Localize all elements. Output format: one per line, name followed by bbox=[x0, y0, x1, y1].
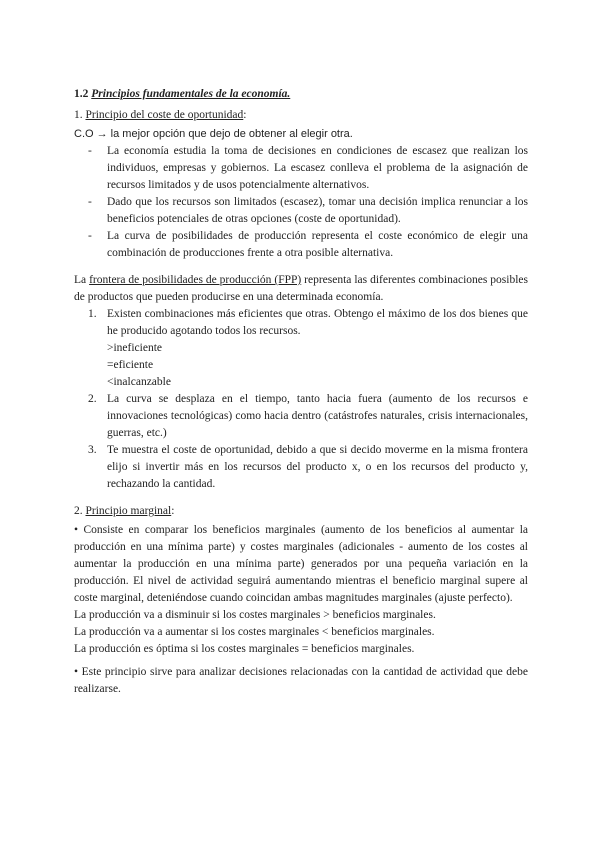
principle2-heading bbox=[74, 503, 528, 520]
fpp-term: frontera de posibilidades de producción (FPP) bbox=[89, 274, 302, 286]
fpp-item bbox=[74, 442, 528, 493]
bullet-item: - La economía estudia la toma de decisiones en condiciones de escasez que realizan los individuos, empresas y gobiernos. La escasez conlleva el problema de la asignación de recursos limitados y de usos potencialmente alternativos. bbox=[74, 143, 528, 194]
fpp-list bbox=[74, 306, 528, 493]
fpp-item bbox=[74, 306, 528, 391]
bullet-item: - Dado que los recursos son limitados (escasez), tomar una decisión implica renunciar a los beneficios potenciales de otras opciones (coste de oportunidad). bbox=[74, 194, 528, 228]
section-heading bbox=[74, 86, 528, 103]
fpp-extra-line: =eficiente bbox=[107, 359, 154, 371]
fpp-extra-line: >ineficiente bbox=[107, 342, 163, 354]
fpp-item-text: Te muestra el coste de oportunidad, debido a que si decido moverme en la misma frontera elijo si invertir más en los recursos del producto x, o en los recursos del producto y, rechazando la cantidad. bbox=[107, 444, 528, 490]
document-page bbox=[74, 86, 528, 698]
marginal-rule-line: La producción es óptima si los costes marginales = beneficios marginales. bbox=[74, 643, 415, 655]
principle1-heading bbox=[74, 107, 528, 124]
fpp-item bbox=[74, 391, 528, 442]
principle1-title: Principio del coste de oportunidad bbox=[85, 109, 244, 121]
fpp-text: representa las diferentes combinaciones posibles de productos que pueden producirse en una determinada economía. bbox=[74, 274, 529, 303]
marginal-rule-line: La producción va a disminuir si los costes marginales > beneficios marginales. bbox=[74, 609, 436, 621]
fpp-item-number: 1. bbox=[88, 308, 97, 320]
fpp-item-text: Existen combinaciones más eficientes que otras. Obtengo el máximo de los dos bienes que he producido agotando todos los recursos. bbox=[107, 308, 528, 337]
bullet-item: - La curva de posibilidades de producción representa el coste económico de elegir una combinación de producciones frente a otra posible alternativa. bbox=[74, 228, 528, 262]
fpp-item-text: La curva se desplaza en el tiempo, tanto hacia fuera (aumento de los recursos e innovaciones tecnológicas) como hacia dentro (catástrofes naturales, crisis internacionales, guerras, etc.) bbox=[107, 393, 528, 439]
principle2-prefix: 2. bbox=[74, 505, 86, 517]
principle2-suffix: : bbox=[171, 505, 175, 517]
principle2-paragraph: • Consiste en comparar los beneficios marginales (aumento de los beneficios al aumentar la producción en una mínima parte) y costes marginales (adicionales - aumento de los costes al aumentar la producción en una mínima parte) generados por una pequeña variación en la producción. El nivel de actividad seguirá aumentando mientras el beneficio marginal supere al coste marginal, deteniéndose cuando coincidan ambas magnitudes marginales (ajuste perfecto). bbox=[74, 524, 528, 604]
fpp-item-number: 3. bbox=[88, 444, 97, 456]
principle2-title: Principio marginal bbox=[85, 505, 172, 517]
fpp-paragraph bbox=[74, 272, 528, 306]
principle2-closing: • Este principio sirve para analizar decisiones relacionadas con la cantidad de actividad que debe realizarse. bbox=[74, 666, 528, 695]
principle1-bullets bbox=[74, 143, 528, 262]
section-number: 1.2 bbox=[74, 88, 89, 100]
principle1-prefix: 1. bbox=[74, 109, 86, 121]
opportunity-cost-definition: C.O → la mejor opción que dejo de obtener al elegir otra. bbox=[74, 128, 353, 140]
fpp-extra-line: <inalcanzable bbox=[107, 376, 171, 388]
fpp-item-number: 2. bbox=[88, 393, 97, 405]
section-title: Principios fundamentales de la economía. bbox=[91, 88, 291, 100]
principle1-suffix: : bbox=[243, 109, 247, 121]
fpp-lead: La bbox=[74, 274, 90, 286]
marginal-rule-line: La producción va a aumentar si los costes marginales < beneficios marginales. bbox=[74, 626, 435, 638]
